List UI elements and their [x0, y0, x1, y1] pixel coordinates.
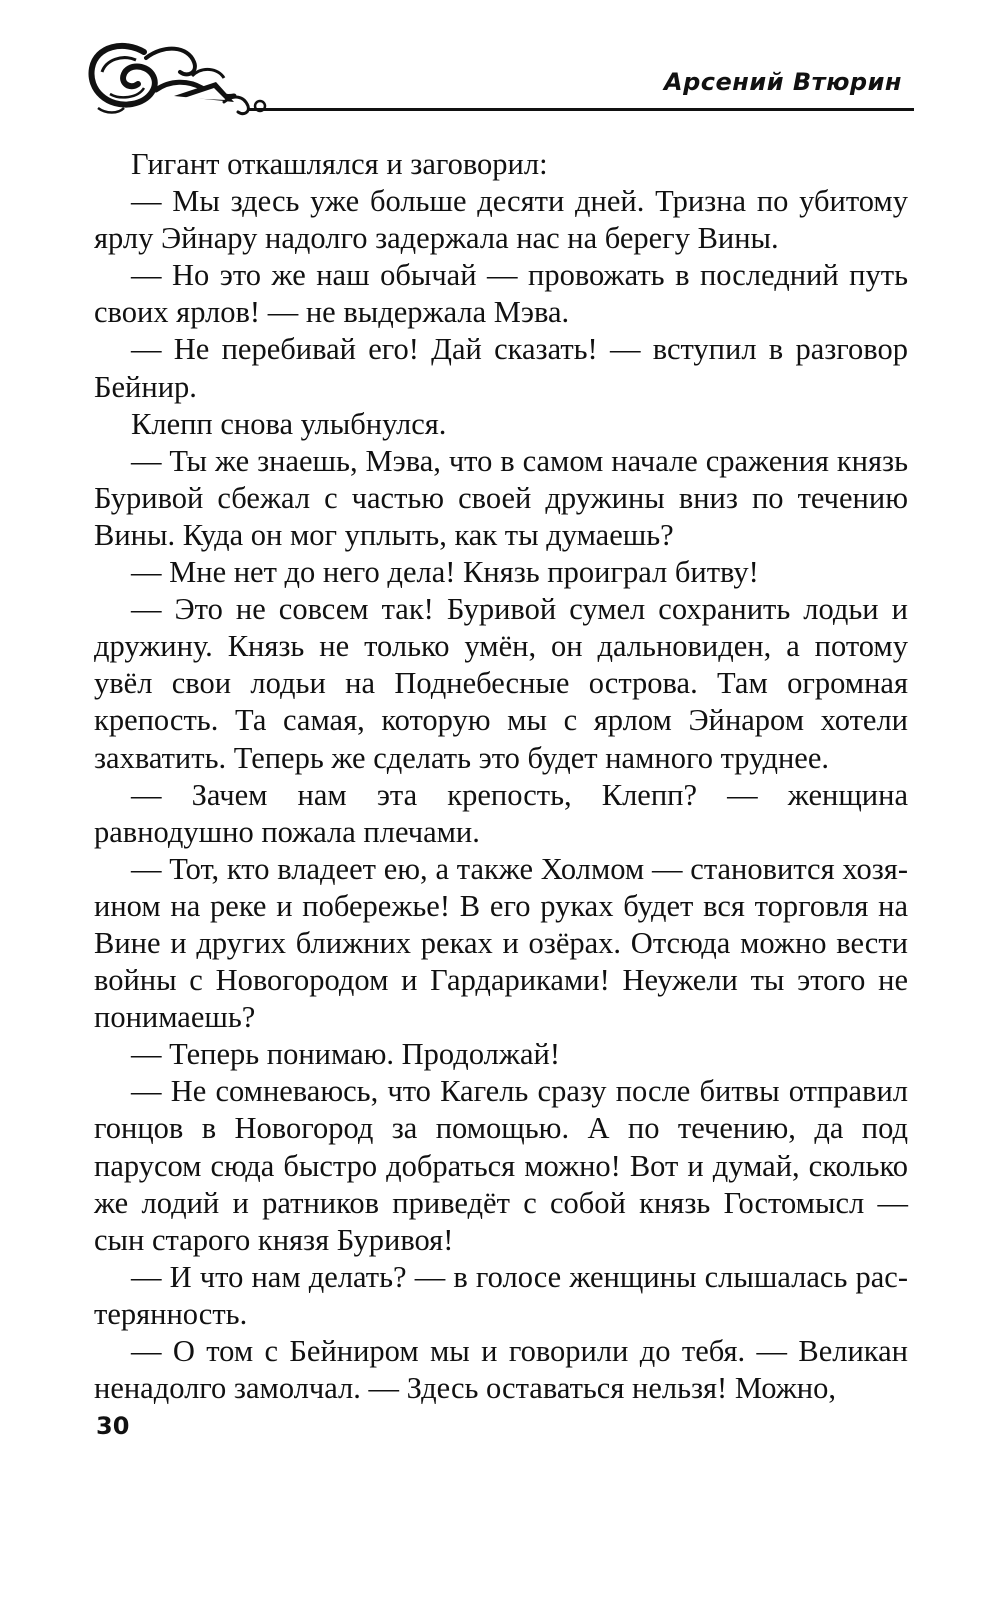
paragraph: — Тот, кто владеет ею, а также Холмом — становится хозяином на реке и побережье! В его руках будет вся торговля на Вине и других ближних реках и озёрах. Отсюда можно вести войны с Новогородом и Гардариками! Неужели ты этого не понимаешь? — [94, 851, 908, 1035]
page-number: 30 — [96, 1412, 130, 1440]
header-rule — [249, 108, 914, 111]
paragraph: — Теперь понимаю. Продолжай! — [131, 1037, 560, 1072]
paragraph: — О том с Бейниром мы и говорили до тебя. — Великан ненадолго замолчал. — Здесь оставаться нельзя! Можно, — [94, 1334, 908, 1406]
paragraph: — Не перебивай его! Дай сказать! — вступил в разговор Бейнир. — [94, 332, 908, 404]
page-header — [84, 38, 914, 118]
running-head-author: Арсений Втюрин — [664, 68, 902, 96]
scroll-ornament-icon — [84, 38, 284, 118]
paragraph: — Зачем нам эта крепость, Клепп? — женщина равнодушно пожала плечами. — [94, 777, 908, 849]
paragraph: — Это не совсем так! Буривой сумел сохранить лодьи и дружину. Князь не только умён, он дальновиден, а потому увёл свои лодьи на Поднебесные острова. Там огромная крепость. Та самая, которую мы с ярлом Эйнаром хотели захватить. Теперь же сделать это будет намного труднее. — [94, 592, 908, 775]
paragraph: — И что нам делать? — в голосе женщины слышалась растерянность. — [94, 1259, 908, 1331]
body-text — [94, 146, 908, 1407]
paragraph: — Не сомневаюсь, что Кагель сразу после битвы отправил гонцов в Новогород за помощью. А по течению, да под парусом сюда быстро добраться можно! Вот и думай, сколько же лодий и ратников приведёт с собой князь Гостомысл — сын старого князя Буривоя! — [94, 1074, 908, 1257]
paragraph: — Мы здесь уже больше десяти дней. Тризна по убитому ярлу Эйнару надолго задержала нас на берегу Вины. — [94, 184, 908, 256]
paragraph: Гигант откашлялся и заговорил: — [131, 147, 548, 181]
paragraph: — Ты же знаешь, Мэва, что в самом начале сражения князь Буривой сбежал с частью своей дружины вниз по течению Вины. Куда он мог уплыть, как ты думаешь? — [94, 443, 908, 552]
paragraph: — Но это же наш обычай — провожать в последний путь своих ярлов! — не выдержала Мэва. — [94, 258, 908, 330]
paragraph: Клепп снова улыбнулся. — [131, 406, 447, 441]
paragraph: — Мне нет до него дела! Князь проиграл битву! — [131, 555, 759, 590]
